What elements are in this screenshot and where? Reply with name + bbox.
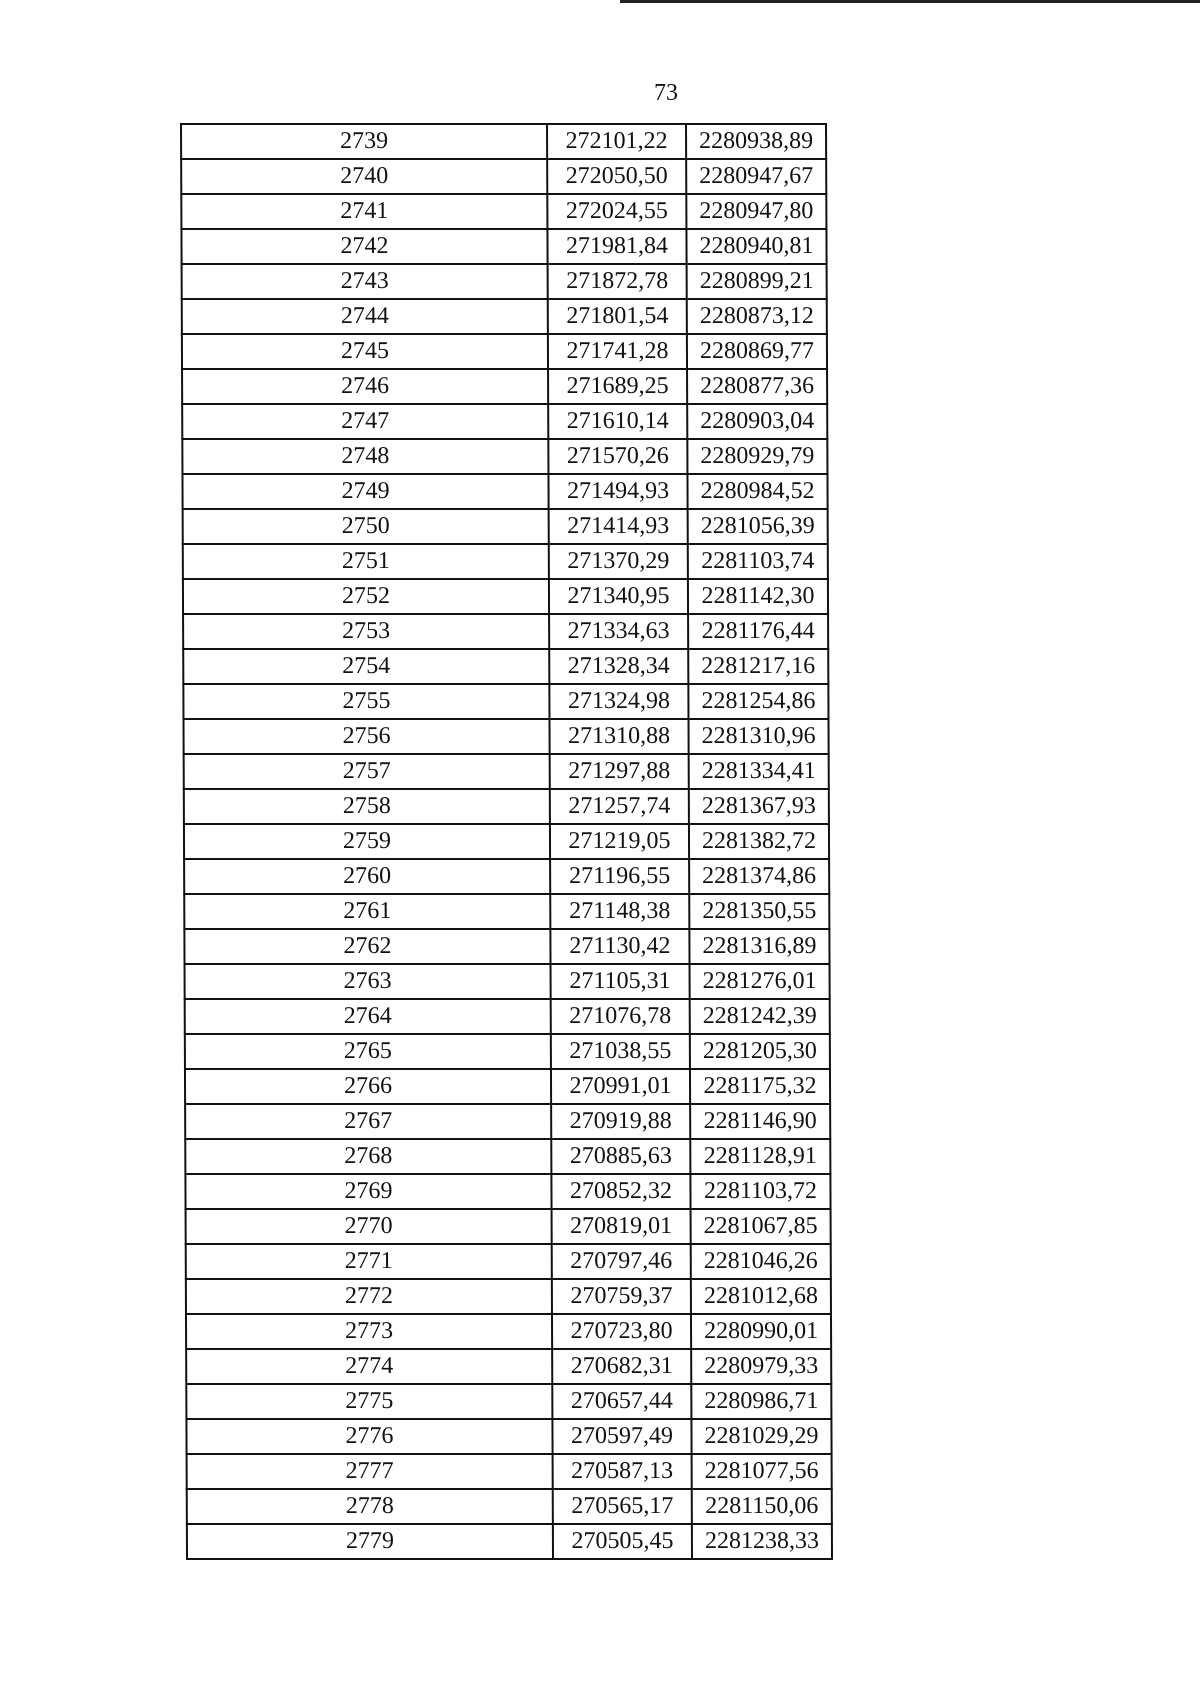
x-coordinate-cell: 271801,54	[548, 299, 687, 334]
x-coordinate-cell: 270565,17	[553, 1489, 692, 1524]
point-number-cell: 2777	[187, 1454, 553, 1489]
y-coordinate-cell: 2281175,32	[690, 1069, 830, 1104]
y-coordinate-cell: 2280986,71	[691, 1384, 831, 1419]
y-coordinate-cell: 2280947,67	[686, 159, 826, 194]
point-number-cell: 2754	[183, 649, 549, 684]
table-row	[183, 579, 828, 614]
point-number-cell: 2760	[184, 859, 550, 894]
table-row	[187, 1489, 832, 1524]
table-row	[181, 159, 826, 194]
table-row	[184, 929, 829, 964]
x-coordinate-cell: 271257,74	[550, 789, 689, 824]
x-coordinate-cell: 270723,80	[552, 1314, 691, 1349]
point-number-cell: 2761	[184, 894, 550, 929]
table-row	[184, 859, 829, 894]
point-number-cell: 2772	[186, 1279, 552, 1314]
table-row	[187, 1524, 832, 1559]
point-number-cell: 2743	[182, 264, 548, 299]
table-row	[186, 1244, 831, 1279]
x-coordinate-cell: 270657,44	[552, 1384, 691, 1419]
y-coordinate-cell: 2281334,41	[689, 754, 829, 789]
y-coordinate-cell: 2280984,52	[687, 474, 827, 509]
y-coordinate-cell: 2281056,39	[688, 509, 828, 544]
point-number-cell: 2767	[185, 1104, 551, 1139]
point-number-cell: 2774	[186, 1349, 552, 1384]
x-coordinate-cell: 271219,05	[550, 824, 689, 859]
table-row	[185, 1034, 830, 1069]
x-coordinate-cell: 270682,31	[552, 1349, 691, 1384]
x-coordinate-cell: 270505,45	[553, 1524, 692, 1559]
x-coordinate-cell: 271130,42	[550, 929, 689, 964]
point-number-cell: 2771	[186, 1244, 552, 1279]
table-row	[185, 964, 830, 999]
point-number-cell: 2753	[183, 614, 549, 649]
point-number-cell: 2765	[185, 1034, 551, 1069]
point-number-cell: 2750	[183, 509, 549, 544]
table-row	[185, 1139, 830, 1174]
table-row	[183, 544, 828, 579]
point-number-cell: 2762	[184, 929, 550, 964]
table-row	[183, 649, 828, 684]
x-coordinate-cell: 271196,55	[550, 859, 689, 894]
y-coordinate-cell: 2281316,89	[689, 929, 829, 964]
point-number-cell: 2764	[185, 999, 551, 1034]
y-coordinate-cell: 2281350,55	[689, 894, 829, 929]
page-number: 73	[654, 80, 678, 106]
table-row	[184, 754, 829, 789]
point-number-cell: 2749	[182, 474, 548, 509]
y-coordinate-cell: 2281254,86	[688, 684, 828, 719]
table-row	[186, 1349, 831, 1384]
y-coordinate-cell: 2280903,04	[687, 404, 827, 439]
coordinates-table	[180, 123, 833, 1560]
point-number-cell: 2748	[182, 439, 548, 474]
y-coordinate-cell: 2281046,26	[691, 1244, 831, 1279]
table-row	[181, 229, 826, 264]
point-number-cell: 2745	[182, 334, 548, 369]
table-row	[185, 1104, 830, 1139]
table-row	[183, 684, 828, 719]
x-coordinate-cell: 271414,93	[549, 509, 688, 544]
x-coordinate-cell: 270819,01	[552, 1209, 691, 1244]
y-coordinate-cell: 2280873,12	[687, 299, 827, 334]
table-row	[184, 894, 829, 929]
point-number-cell: 2759	[184, 824, 550, 859]
x-coordinate-cell: 270597,49	[552, 1419, 691, 1454]
x-coordinate-cell: 271981,84	[547, 229, 686, 264]
y-coordinate-cell: 2281242,39	[690, 999, 830, 1034]
y-coordinate-cell: 2281103,72	[690, 1174, 830, 1209]
y-coordinate-cell: 2281146,90	[690, 1104, 830, 1139]
x-coordinate-cell: 271370,29	[549, 544, 688, 579]
point-number-cell: 2770	[186, 1209, 552, 1244]
table-row	[186, 1384, 831, 1419]
point-number-cell: 2776	[186, 1419, 552, 1454]
table-row	[183, 509, 828, 544]
table-row	[182, 334, 827, 369]
table-row	[182, 264, 827, 299]
table-row	[182, 299, 827, 334]
coordinates-table-body	[181, 124, 832, 1559]
x-coordinate-cell: 271689,25	[548, 369, 687, 404]
y-coordinate-cell: 2281176,44	[688, 614, 828, 649]
x-coordinate-cell: 271148,38	[550, 894, 689, 929]
x-coordinate-cell: 271297,88	[550, 754, 689, 789]
point-number-cell: 2766	[185, 1069, 551, 1104]
x-coordinate-cell: 270797,46	[552, 1244, 691, 1279]
y-coordinate-cell: 2281238,33	[692, 1524, 832, 1559]
x-coordinate-cell: 271570,26	[548, 439, 687, 474]
table-row	[183, 614, 828, 649]
y-coordinate-cell: 2281367,93	[689, 789, 829, 824]
point-number-cell: 2751	[183, 544, 549, 579]
table-row	[186, 1419, 831, 1454]
point-number-cell: 2747	[182, 404, 548, 439]
x-coordinate-cell: 270759,37	[552, 1279, 691, 1314]
x-coordinate-cell: 271610,14	[548, 404, 687, 439]
table-row	[182, 404, 827, 439]
point-number-cell: 2768	[185, 1139, 551, 1174]
x-coordinate-cell: 270852,32	[551, 1174, 690, 1209]
x-coordinate-cell: 270991,01	[551, 1069, 690, 1104]
table-row	[184, 789, 829, 824]
table-row	[187, 1454, 832, 1489]
y-coordinate-cell: 2280929,79	[687, 439, 827, 474]
x-coordinate-cell: 271038,55	[551, 1034, 690, 1069]
table-row	[186, 1279, 831, 1314]
table-row	[186, 1314, 831, 1349]
y-coordinate-cell: 2280877,36	[687, 369, 827, 404]
x-coordinate-cell: 271105,31	[551, 964, 690, 999]
point-number-cell: 2742	[181, 229, 547, 264]
table-row	[185, 1174, 830, 1209]
x-coordinate-cell: 272101,22	[547, 124, 686, 159]
y-coordinate-cell: 2281128,91	[690, 1139, 830, 1174]
y-coordinate-cell: 2281374,86	[689, 859, 829, 894]
point-number-cell: 2779	[187, 1524, 553, 1559]
table-row	[186, 1209, 831, 1244]
y-coordinate-cell: 2280979,33	[691, 1349, 831, 1384]
point-number-cell: 2778	[187, 1489, 553, 1524]
x-coordinate-cell: 271310,88	[549, 719, 688, 754]
y-coordinate-cell: 2281276,01	[690, 964, 830, 999]
y-coordinate-cell: 2281077,56	[692, 1454, 832, 1489]
y-coordinate-cell: 2281217,16	[688, 649, 828, 684]
y-coordinate-cell: 2280869,77	[687, 334, 827, 369]
point-number-cell: 2752	[183, 579, 549, 614]
point-number-cell: 2758	[184, 789, 550, 824]
x-coordinate-cell: 271340,95	[549, 579, 688, 614]
point-number-cell: 2744	[182, 299, 548, 334]
y-coordinate-cell: 2280947,80	[686, 194, 826, 229]
y-coordinate-cell: 2281205,30	[690, 1034, 830, 1069]
y-coordinate-cell: 2281029,29	[691, 1419, 831, 1454]
y-coordinate-cell: 2281382,72	[689, 824, 829, 859]
table-row	[182, 474, 827, 509]
point-number-cell: 2773	[186, 1314, 552, 1349]
y-coordinate-cell: 2280899,21	[687, 264, 827, 299]
table-row	[182, 439, 827, 474]
y-coordinate-cell: 2281012,68	[691, 1279, 831, 1314]
x-coordinate-cell: 270885,63	[551, 1139, 690, 1174]
y-coordinate-cell: 2280990,01	[691, 1314, 831, 1349]
table-row	[181, 124, 826, 159]
x-coordinate-cell: 270919,88	[551, 1104, 690, 1139]
y-coordinate-cell: 2281103,74	[688, 544, 828, 579]
table-row	[181, 194, 826, 229]
x-coordinate-cell: 270587,13	[553, 1454, 692, 1489]
point-number-cell: 2739	[181, 124, 547, 159]
x-coordinate-cell: 271328,34	[549, 649, 688, 684]
point-number-cell: 2769	[185, 1174, 551, 1209]
table-row	[185, 1069, 830, 1104]
x-coordinate-cell: 271076,78	[551, 999, 690, 1034]
y-coordinate-cell: 2281142,30	[688, 579, 828, 614]
y-coordinate-cell: 2281150,06	[692, 1489, 832, 1524]
point-number-cell: 2755	[183, 684, 549, 719]
y-coordinate-cell: 2281310,96	[688, 719, 828, 754]
top-border-line	[620, 0, 1200, 3]
table-row	[184, 824, 829, 859]
x-coordinate-cell: 271494,93	[548, 474, 687, 509]
y-coordinate-cell: 2280938,89	[686, 124, 826, 159]
x-coordinate-cell: 271741,28	[548, 334, 687, 369]
x-coordinate-cell: 271324,98	[549, 684, 688, 719]
point-number-cell: 2741	[181, 194, 547, 229]
y-coordinate-cell: 2280940,81	[686, 229, 826, 264]
point-number-cell: 2740	[181, 159, 547, 194]
x-coordinate-cell: 271872,78	[548, 264, 687, 299]
x-coordinate-cell: 272050,50	[547, 159, 686, 194]
table-row	[183, 719, 828, 754]
table-row	[185, 999, 830, 1034]
table-row	[182, 369, 827, 404]
x-coordinate-cell: 271334,63	[549, 614, 688, 649]
x-coordinate-cell: 272024,55	[547, 194, 686, 229]
point-number-cell: 2763	[185, 964, 551, 999]
point-number-cell: 2775	[186, 1384, 552, 1419]
y-coordinate-cell: 2281067,85	[691, 1209, 831, 1244]
point-number-cell: 2746	[182, 369, 548, 404]
point-number-cell: 2757	[184, 754, 550, 789]
point-number-cell: 2756	[183, 719, 549, 754]
